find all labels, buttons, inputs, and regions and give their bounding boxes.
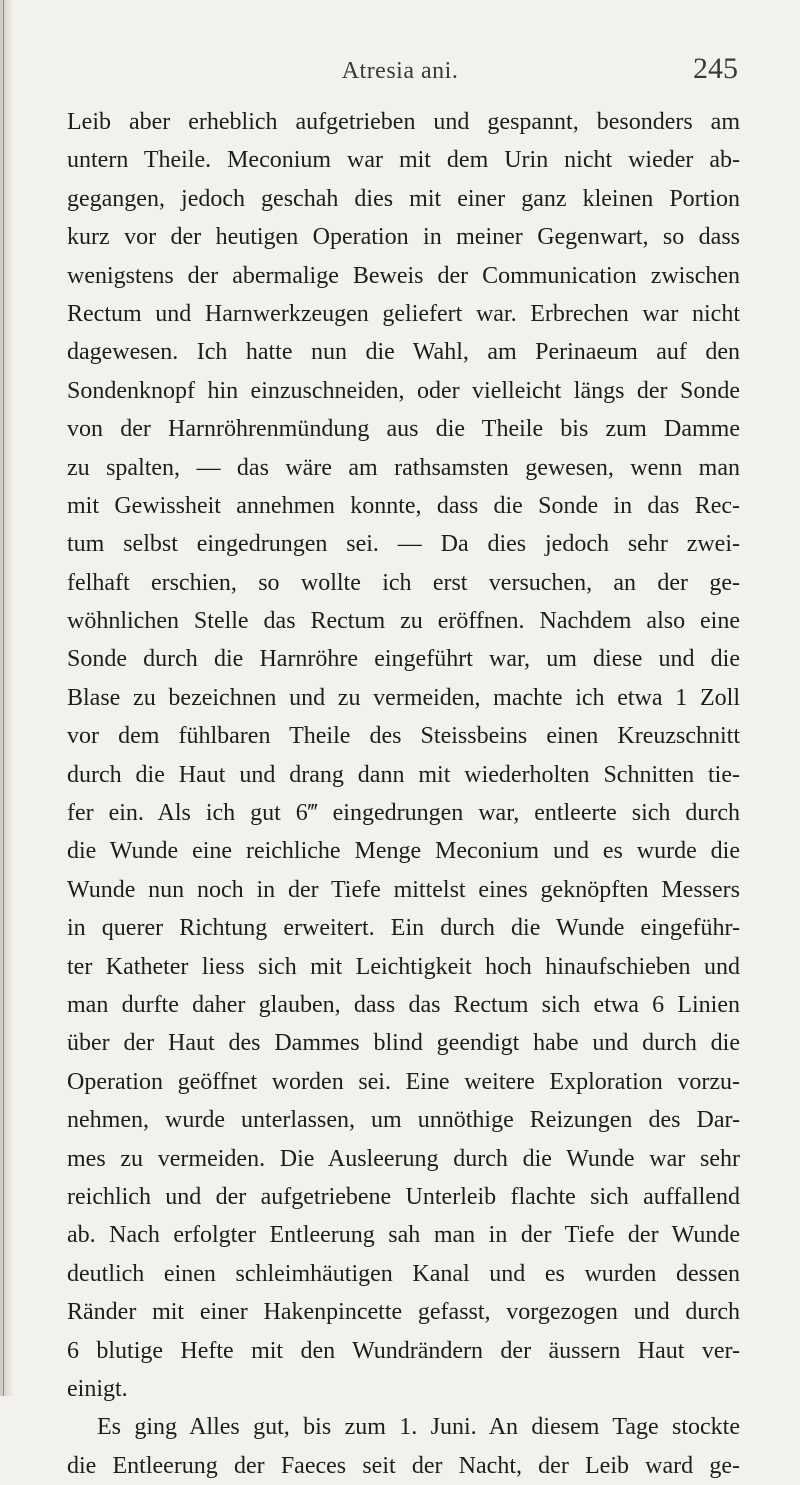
text-line: deutlich einen schleimhäutigen Kanal und es wurden dessen [67, 1260, 740, 1287]
text-line: tum selbst eingedrungen sei. — Da dies jedoch sehr zwei- [67, 531, 740, 558]
text-line: in querer Richtung erweitert. Ein durch die Wunde eingeführ- [67, 915, 740, 942]
text-line: über der Haut des Dammes blind geendigt habe und durch die [67, 1030, 740, 1057]
text-line: Operation geöffnet worden sei. Eine weitere Exploration vorzu- [67, 1068, 740, 1095]
text-line: 6 blutige Hefte mit den Wundrändern der äussern Haut ver- [67, 1337, 740, 1364]
text-line: wöhnlichen Stelle das Rectum zu eröffnen. Nachdem also eine [67, 608, 740, 635]
binding-edge [3, 0, 4, 1396]
text-line: ter Katheter liess sich mit Leichtigkeit hoch hinaufschieben und [67, 953, 740, 980]
text-line: reichlich und der aufgetriebene Unterleib flachte sich auffallend [67, 1183, 740, 1210]
text-line: durch die Haut und drang dann mit wiederholten Schnitten tie- [67, 761, 740, 788]
text-line: die Wunde eine reichliche Menge Meconium und es wurde die [67, 838, 740, 865]
text-line: dagewesen. Ich hatte nun die Wahl, am Perinaeum auf den [67, 339, 740, 366]
page-number: 245 [693, 52, 738, 85]
text-line: gegangen, jedoch geschah dies mit einer ganz kleinen Portion [67, 185, 740, 212]
text-line: wenigstens der abermalige Beweis der Communication zwischen [67, 262, 740, 289]
text-line: Rectum und Harnwerkzeugen geliefert war. Erbrechen war nicht [67, 300, 740, 327]
text-line: mes zu vermeiden. Die Ausleerung durch die Wunde war sehr [67, 1145, 740, 1172]
text-line: nehmen, wurde unterlassen, um unnöthige Reizungen des Dar- [67, 1107, 740, 1134]
text-line: Sondenknopf hin einzuschneiden, oder vielleicht längs der Sonde [67, 377, 740, 404]
text-line: zu spalten, — das wäre am rathsamsten gewesen, wenn man [67, 454, 740, 481]
text-line: Wunde nun noch in der Tiefe mittelst eines geknöpften Messers [67, 876, 740, 903]
page-header [0, 52, 800, 92]
running-title: Atresia ani. [341, 58, 459, 84]
text-line: Sonde durch die Harnröhre eingeführt war, um diese und die [67, 646, 740, 673]
text-line: Blase zu bezeichnen und zu vermeiden, machte ich etwa 1 Zoll [67, 684, 740, 711]
text-line: untern Theile. Meconium war mit dem Urin nicht wieder ab- [67, 147, 740, 174]
text-line: von der Harnröhrenmündung aus die Theile bis zum Damme [67, 416, 740, 443]
text-line: vor dem fühlbaren Theile des Steissbeins einen Kreuzschnitt [67, 723, 740, 750]
text-line: kurz vor der heutigen Operation in meiner Gegenwart, so dass [67, 224, 740, 251]
text-line: Leib aber erheblich aufgetrieben und gespannt, besonders am [67, 109, 740, 135]
body-text [67, 103, 740, 1485]
text-line: ab. Nach erfolgter Entleerung sah man in der Tiefe der Wunde [67, 1222, 740, 1249]
text-line: felhaft erschien, so wollte ich erst versuchen, an der ge- [67, 569, 740, 596]
paragraph-end-line: einigt. [67, 1375, 128, 1402]
text-line: man durfte daher glauben, dass das Rectum sich etwa 6 Linien [67, 991, 740, 1018]
text-line: die Entleerung der Faeces seit der Nacht, der Leib ward ge- [67, 1452, 740, 1479]
paragraph-start-line: Es ging Alles gut, bis zum 1. Juni. An diesem Tage stockte [97, 1414, 740, 1441]
text-line: fer ein. Als ich gut 6‴ eingedrungen war, entleerte sich durch [67, 800, 740, 827]
text-line: Ränder mit einer Hakenpincette gefasst, vorgezogen und durch [67, 1299, 740, 1326]
text-line: mit Gewissheit annehmen konnte, dass die Sonde in das Rec- [67, 492, 740, 519]
